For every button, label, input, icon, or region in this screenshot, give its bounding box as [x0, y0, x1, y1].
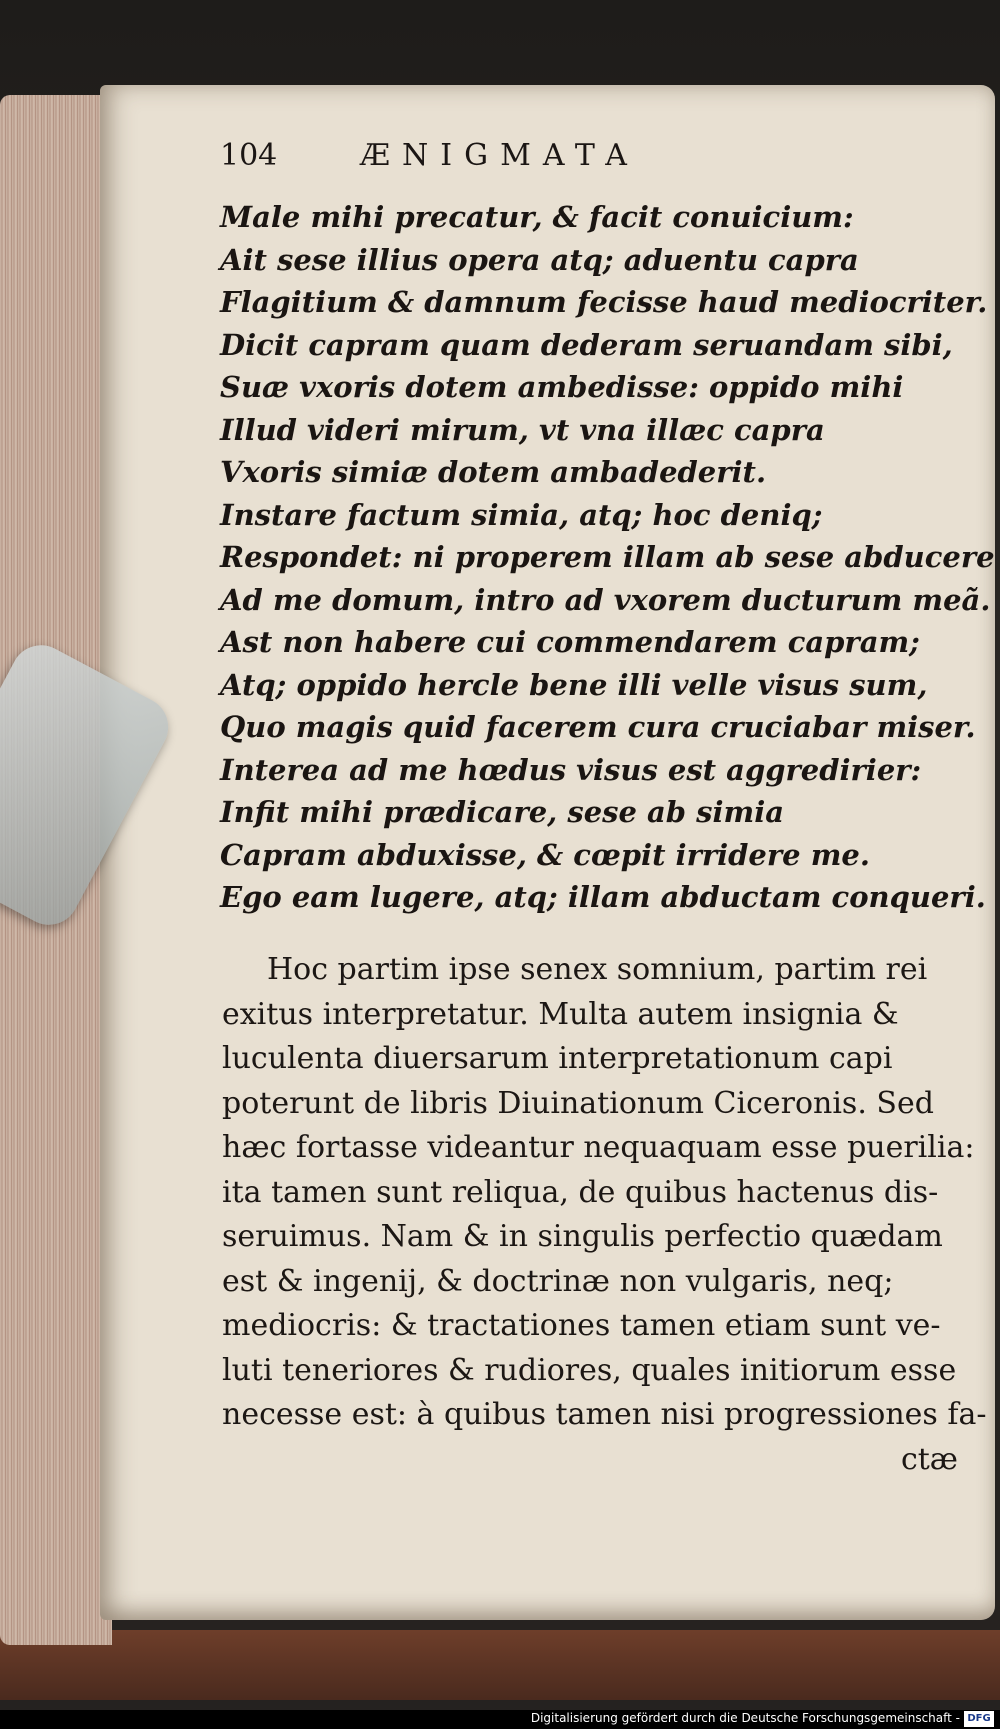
prose-line: luculenta diuersarum interpretationum capi	[222, 1041, 893, 1076]
prose-line: luti teneriores & rudiores, quales initiorum esse	[222, 1352, 957, 1388]
verse-line: Capram abduxisse, & cœpit irridere me.	[220, 837, 870, 872]
verse-line: Interea ad me hœdus visus est aggredirier:	[220, 752, 922, 787]
running-title: ÆNIGMATA	[360, 138, 639, 173]
page-header	[220, 138, 780, 178]
verse-line: Infit mihi prædicare, sese ab simia	[220, 795, 785, 829]
verse-line: Instare factum simia, atq; hoc deniq;	[220, 497, 823, 532]
prose-line: poterunt de libris Diuinationum Ciceronis. Sed	[222, 1085, 934, 1121]
book-cover-edge	[0, 1630, 1000, 1700]
verse-line: Respondet: ni properem illam ab sese abducere	[220, 540, 995, 574]
footer-credit: Digitalisierung gefördert durch die Deutsche Forschungsgemeinschaft -	[530, 1711, 960, 1725]
page-number: 104	[220, 138, 278, 173]
prose-line: exitus interpretatur. Multa autem insignia &	[222, 996, 899, 1032]
catchword: ctæ	[900, 1441, 958, 1477]
prose-line: mediocris: & tractationes tamen etiam sunt ve-	[222, 1308, 941, 1343]
prose-line: est & ingenij, & doctrinæ non vulgaris, neq;	[222, 1263, 894, 1299]
verse-line: Suæ vxoris dotem ambedisse: oppido mihi	[220, 370, 904, 404]
dfg-logo-icon: DFG	[964, 1711, 994, 1727]
prose-line: Hoc partim ipse senex somnium, partim rei	[267, 952, 928, 987]
verse-line: Ait sese illius opera atq; aduentu capra	[220, 242, 859, 277]
verse-line: Vxoris simiæ dotem ambadederit.	[220, 455, 767, 489]
verse-line: Atq; oppido hercle bene illi velle visus sum,	[220, 667, 928, 702]
verse-block	[220, 196, 995, 919]
verse-line: Quo magis quid facerem cura cruciabar miser.	[220, 710, 976, 744]
prose-line: hæc fortasse videantur nequaquam esse puerilia:	[222, 1130, 975, 1165]
verse-line: Ad me domum, intro ad vxorem ducturum meã.	[220, 582, 991, 617]
prose-line: necesse est: à quibus tamen nisi progressiones fa-	[222, 1397, 987, 1432]
verse-line: Dicit capram quam dederam seruandam sibi,	[220, 327, 953, 362]
verse-line: Male mihi precatur, & facit conuicium:	[220, 200, 854, 234]
verse-line: Ast non habere cui commendarem capram;	[220, 625, 920, 659]
verse-line: Illud videri mirum, vt vna illæc capra	[220, 412, 825, 447]
prose-block	[222, 948, 987, 1482]
prose-line: seruimus. Nam & in singulis perfectio quædam	[222, 1219, 943, 1254]
prose-line: ita tamen sunt reliqua, de quibus hactenus dis-	[222, 1174, 939, 1210]
verse-line: Ego eam lugere, atq; illam abductam conqueri.	[220, 880, 986, 914]
verse-line: Flagitium & damnum fecisse haud mediocriter.	[220, 285, 988, 319]
